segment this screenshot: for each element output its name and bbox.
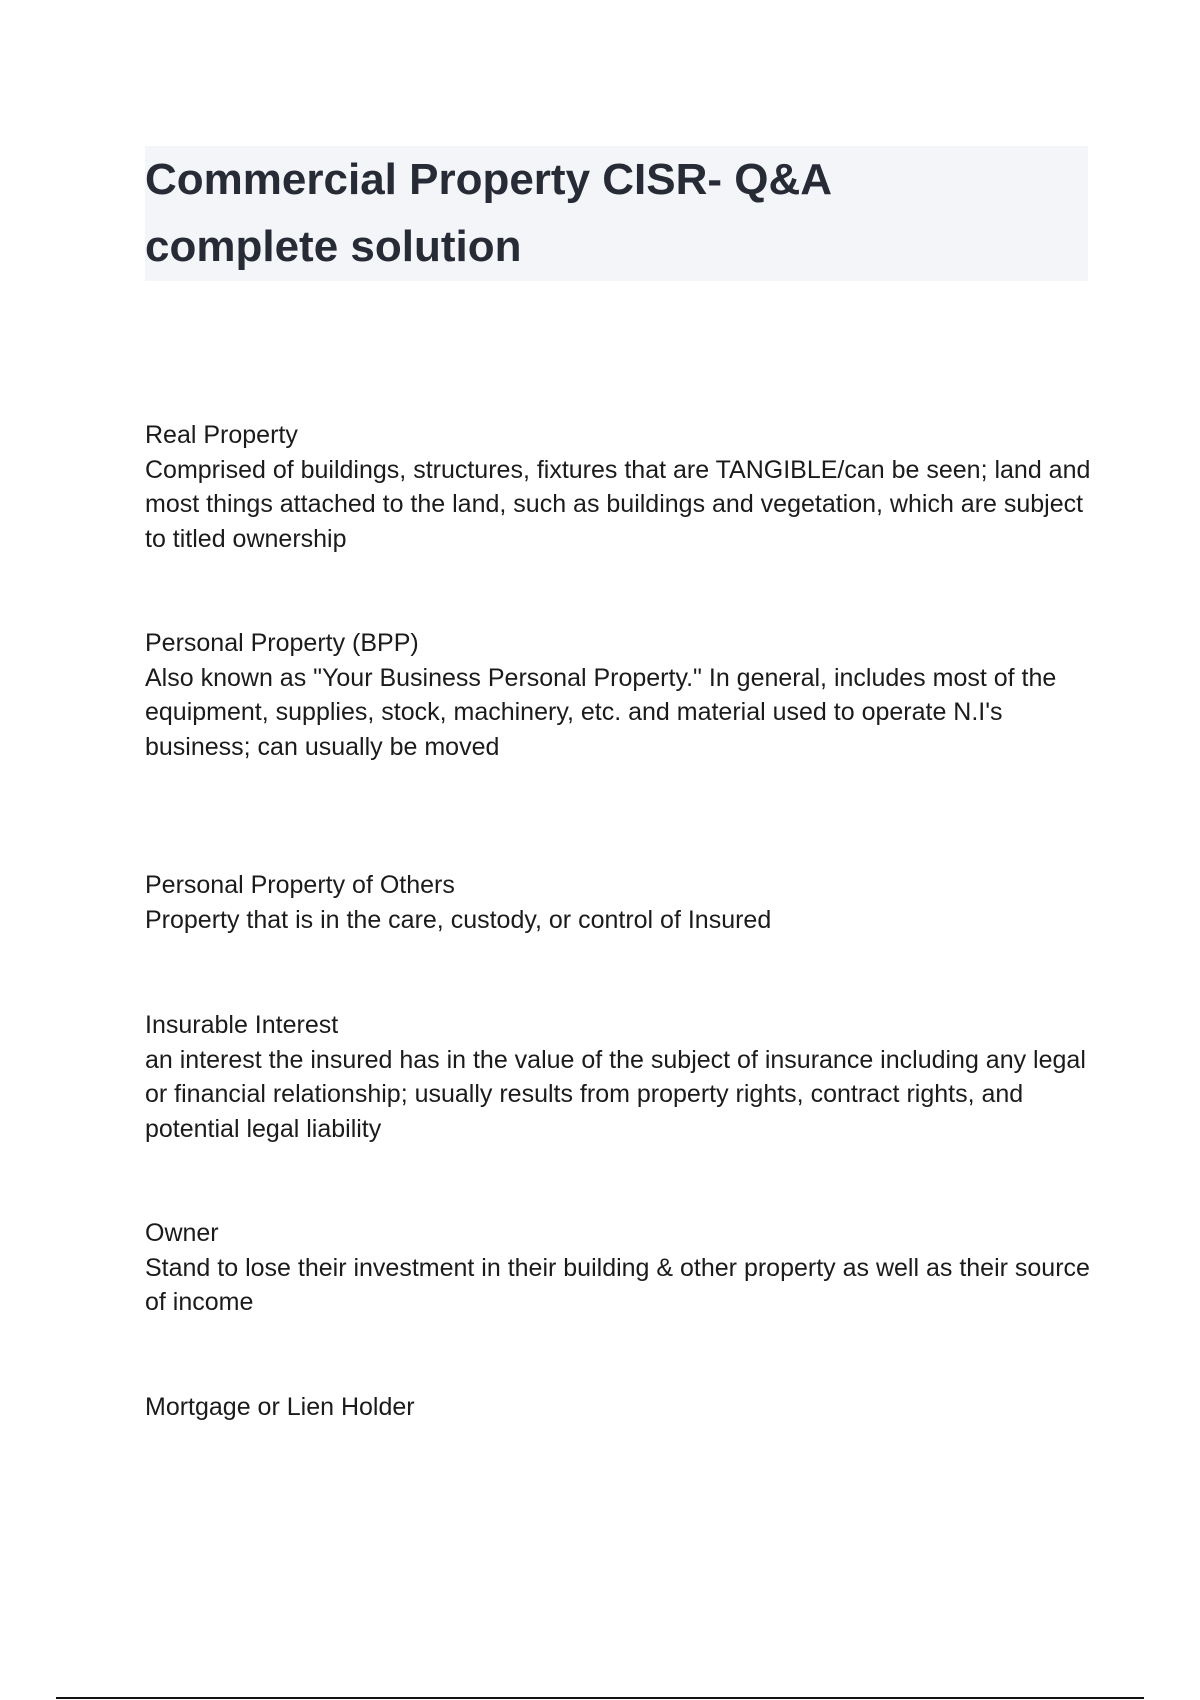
qa-entry-personal-property-of-others bbox=[145, 868, 1105, 937]
qa-entry-real-property bbox=[145, 418, 1105, 556]
qa-definition: Also known as "Your Business Personal Property." In general, includes most of the equipment, supplies, stock, machinery, etc. and material used to operate N.I's business; can usually be moved bbox=[145, 663, 1057, 761]
qa-definition: an interest the insured has in the value of the subject of insurance including any legal or financial relationship; usually results from property rights, contract rights, and potential legal liability bbox=[145, 1045, 1086, 1143]
qa-term: Mortgage or Lien Holder bbox=[145, 1393, 415, 1421]
title-block bbox=[145, 146, 1088, 281]
qa-definition: Stand to lose their investment in their building & other property as well as their source of income bbox=[145, 1253, 1090, 1316]
qa-term: Personal Property of Others bbox=[145, 871, 455, 899]
qa-term: Real Property bbox=[145, 421, 298, 449]
qa-term: Personal Property (BPP) bbox=[145, 629, 419, 657]
qa-entry-insurable-interest bbox=[145, 1008, 1105, 1146]
page-bottom-divider bbox=[56, 1697, 1144, 1699]
qa-definition: Comprised of buildings, structures, fixtures that are TANGIBLE/can be seen; land and most things attached to the land, such as buildings and vegetation, which are subject to titled ownership bbox=[145, 455, 1091, 553]
qa-entry-owner bbox=[145, 1216, 1105, 1320]
qa-term: Owner bbox=[145, 1219, 219, 1247]
qa-entry-personal-property bbox=[145, 626, 1105, 764]
qa-definition: Property that is in the care, custody, or control of Insured bbox=[145, 905, 772, 934]
qa-term: Insurable Interest bbox=[145, 1011, 339, 1039]
page-title: Commercial Property CISR- Q&A complete solution bbox=[145, 155, 831, 271]
qa-entry-mortgage-holder bbox=[145, 1390, 1105, 1425]
